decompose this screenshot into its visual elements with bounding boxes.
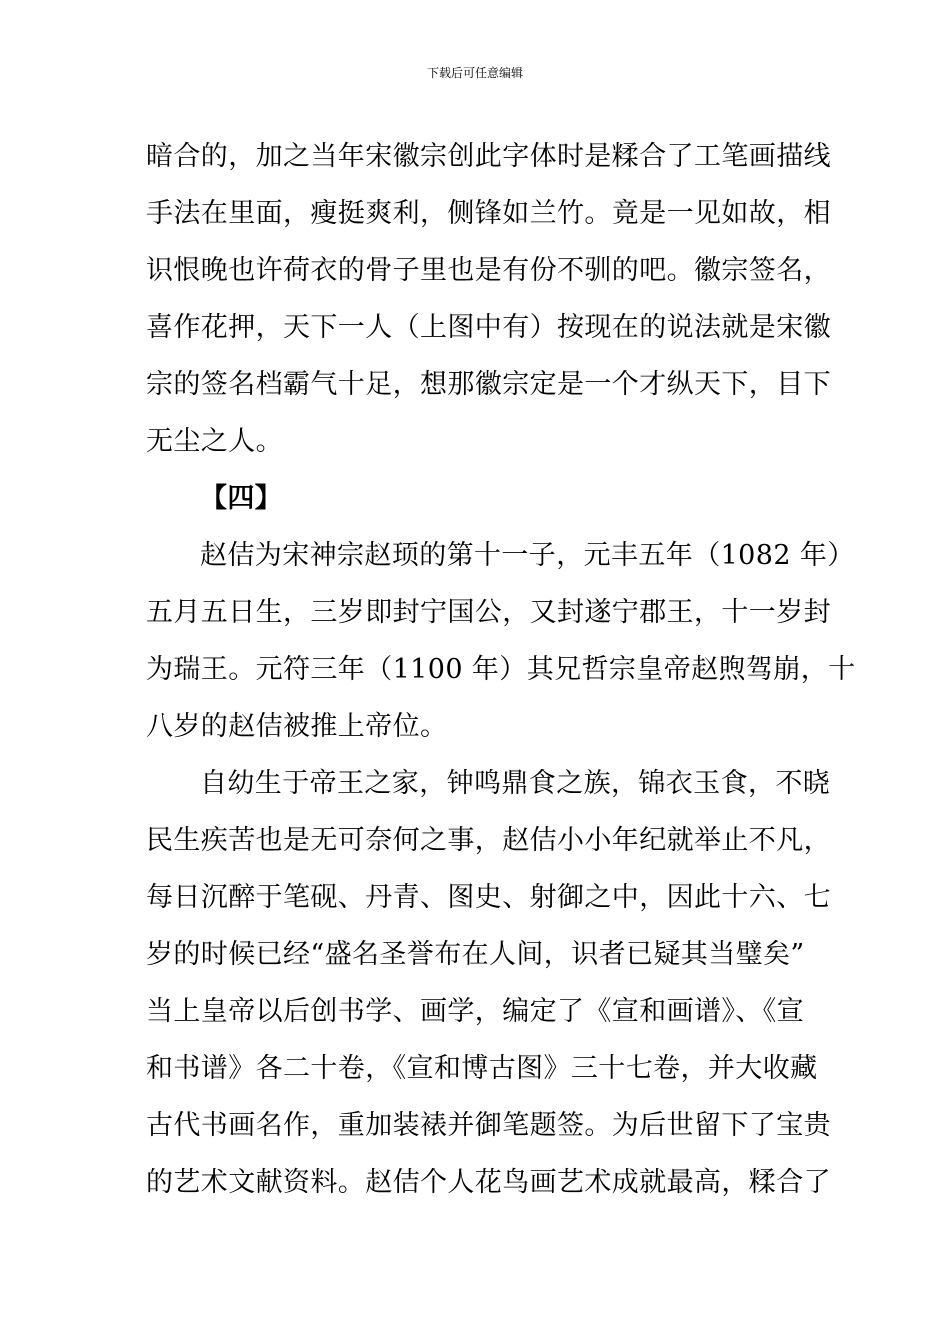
paragraph-line: 为瑞王。元符三年（1100 年）其兄哲宗皇帝赵煦驾崩，十 — [146, 654, 856, 685]
paragraph-line: 五月五日生，三岁即封宁国公，又封遂宁郡王，十一岁封 — [146, 597, 831, 628]
paragraph-line: 自幼生于帝王之家，钟鸣鼎食之族，锦衣玉食，不晓 — [200, 768, 831, 799]
section-heading: 【四】 — [200, 483, 283, 514]
paragraph-line: 暗合的，加之当年宋徽宗创此字体时是糅合了工笔画描线 — [146, 141, 831, 172]
paragraph-line: 无尘之人。 — [146, 426, 283, 457]
paragraph-line: 每日沉醉于笔砚、丹青、图史、射御之中，因此十六、七 — [146, 882, 831, 913]
paragraph-line: 手法在里面，瘦挺爽利，侧锋如兰竹。竟是一见如故，相 — [146, 198, 831, 229]
paragraph-line: 宗的签名档霸气十足，想那徽宗定是一个才纵天下，目下 — [146, 369, 831, 400]
paragraph-line: 当上皇帝以后创书学、画学，编定了《宣和画谱》、《宣 — [146, 996, 804, 1027]
paragraph-line: 识恨晚也许荷衣的骨子里也是有份不驯的吧。徽宗签名， — [146, 255, 831, 286]
paragraph-line: 的艺术文献资料。赵佶个人花鸟画艺术成就最高，糅合了 — [146, 1167, 831, 1198]
paragraph-line: 和书谱》各二十卷，《宣和博古图》三十七卷，并大收藏 — [146, 1053, 818, 1084]
document-body — [146, 128, 856, 1211]
paragraph-line: 八岁的赵佶被推上帝位。 — [146, 711, 448, 742]
paragraph-line: 岁的时候已经“盛名圣誉布在人间，识者已疑其当璧矣” — [146, 939, 805, 970]
paragraph-line: 喜作花押，天下一人（上图中有）按现在的说法就是宋徽 — [146, 312, 831, 343]
paragraph-line: 民生疾苦也是无可奈何之事，赵佶小小年纪就举止不凡， — [146, 825, 831, 856]
page-header: 下载后可任意编辑 — [426, 66, 523, 80]
paragraph-line: 古代书画名作，重加装裱并御笔题签。为后世留下了宝贵 — [146, 1110, 831, 1141]
paragraph-line: 赵佶为宋神宗赵顼的第十一子，元丰五年（1082 年） — [200, 540, 855, 571]
